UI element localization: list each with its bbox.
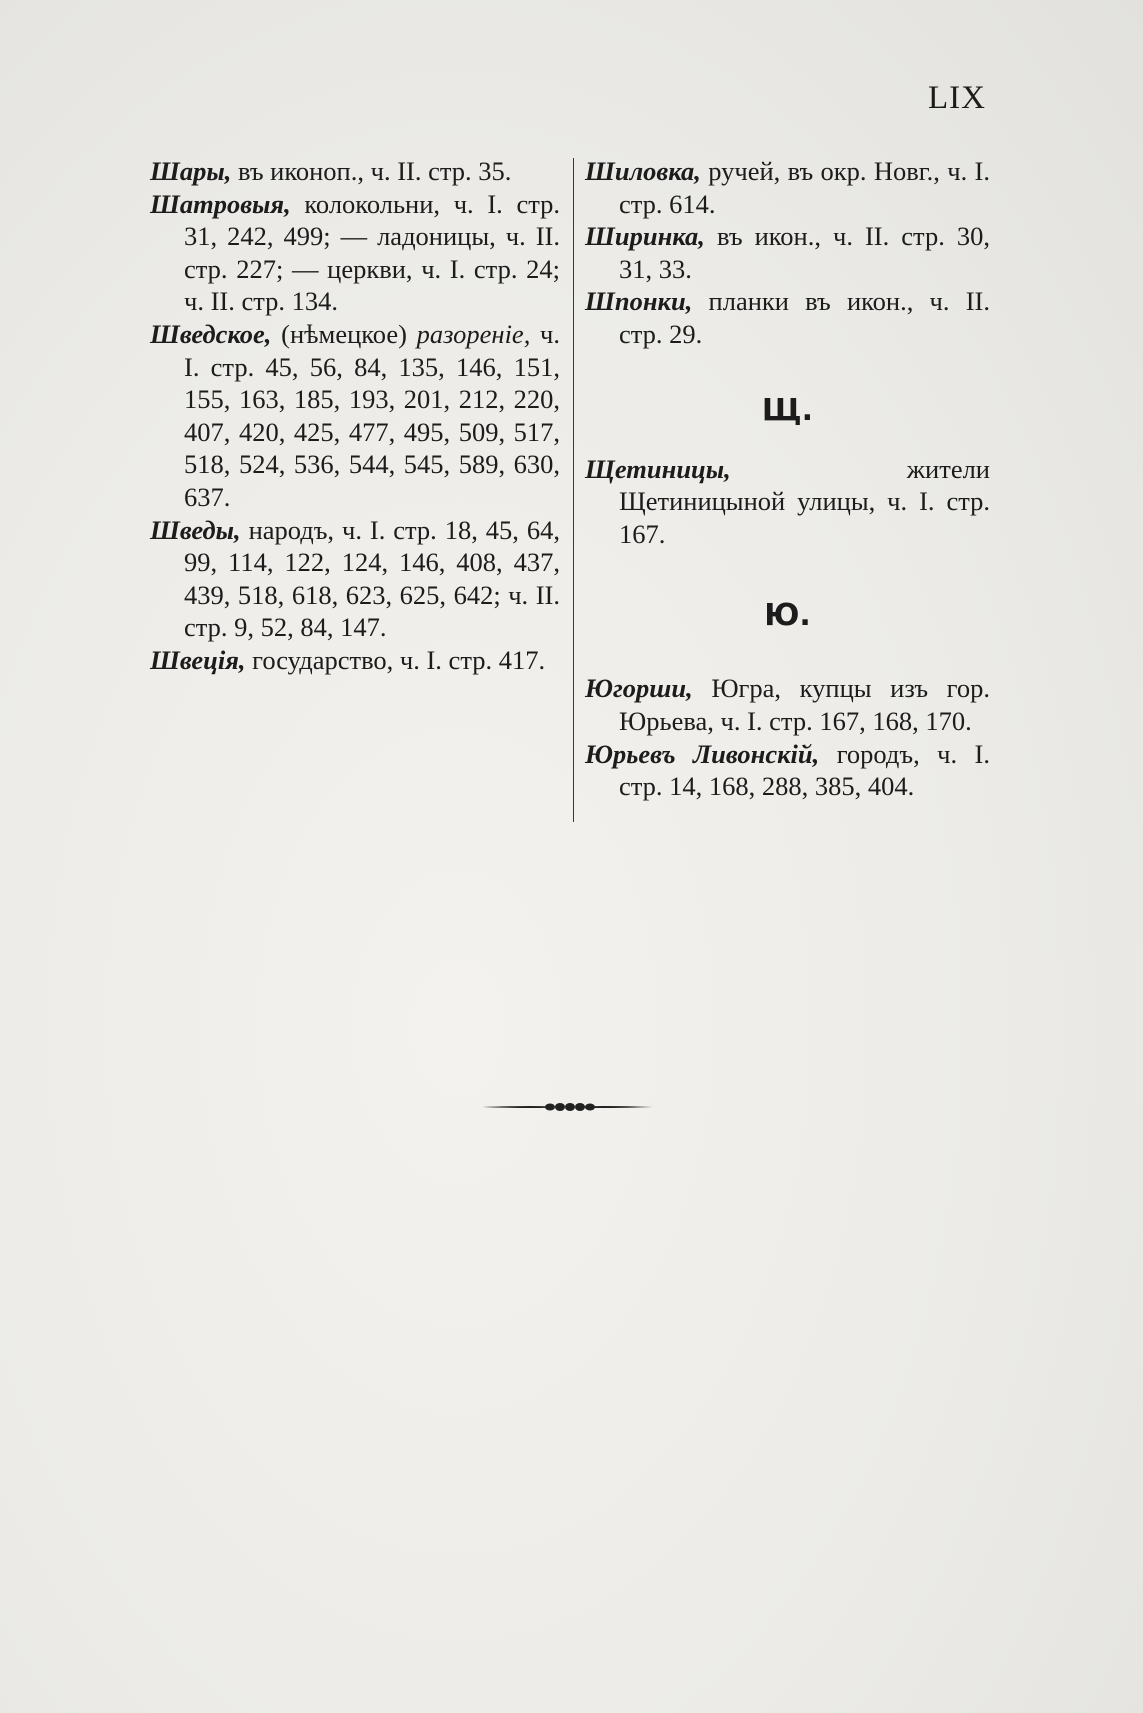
page-number: LIX — [928, 80, 986, 116]
index-term: Шатровыя, — [150, 188, 291, 219]
index-term: разореніе, — [416, 318, 531, 349]
index-entry — [585, 453, 990, 551]
index-refs: колокольни, ч. I. стр. 31, 242, 499; — ладоницы, ч. II. стр. 227; — церкви, ч. I. стр. 24; ч. II. стр. 134. — [184, 188, 560, 317]
index-refs: жители Щетиницыной улицы, ч. I. стр. 167. — [619, 453, 990, 549]
index-entry — [585, 285, 990, 350]
index-refs: Югра, купцы изъ гор. Юрьева, ч. I. стр. 167, 168, 170. — [619, 673, 990, 736]
index-refs: въ иконоп., ч. II. стр. 35. — [231, 156, 512, 186]
index-refs: ч. I. стр. 45, 56, 84, 135, 146, 151, 155, 163, 185, 193, 201, 212, 220, 407, 420, 425, 477, 495, 509, 517, 518, 524, 536, 544, 545, 589, 630, 637. — [184, 318, 560, 512]
index-entry — [150, 644, 560, 677]
index-entry — [585, 155, 990, 220]
section-letter-shch: Щ. — [761, 392, 814, 428]
index-refs: планки въ икон., ч. II. стр. 29. — [619, 286, 990, 349]
index-term: Шведское, — [150, 318, 272, 349]
column-divider — [573, 158, 574, 822]
index-term: Шведы, — [150, 514, 241, 545]
index-refs: въ икон., ч. II. стр. 30, 31, 33. — [619, 221, 990, 284]
index-column-left — [150, 155, 560, 677]
index-term: Швеція, — [150, 644, 246, 675]
index-term: Югорши, — [585, 673, 693, 704]
section-letter-yu: Ю. — [764, 598, 811, 634]
index-entry — [150, 155, 560, 188]
index-refs: государство, ч. I. стр. 417. — [245, 644, 546, 675]
index-entry — [150, 318, 560, 514]
index-column-right — [585, 155, 990, 803]
end-ornament — [480, 1092, 655, 1122]
index-refs: (нѣмецкое) — [271, 318, 417, 349]
index-entry — [585, 220, 990, 285]
index-term: Шпонки, — [585, 286, 693, 317]
index-entry — [585, 672, 990, 737]
index-entry — [150, 514, 560, 644]
index-refs: городъ, ч. I. стр. 14, 168, 288, 385, 404. — [619, 738, 990, 802]
index-refs: народъ, ч. I. стр. 18, 45, 64, 99, 114, 122, 124, 146, 408, 437, 439, 518, 618, 623, 625, 642; ч. II. стр. 9, 52, 84, 147. — [184, 514, 560, 643]
index-refs: ручей, въ окр. Новг., ч. I. стр. 614. — [619, 156, 990, 219]
index-term: Ширинка, — [585, 221, 705, 252]
index-term: Шары, — [150, 156, 232, 186]
index-term: Щетиницы, — [585, 453, 731, 484]
index-entry — [585, 738, 990, 803]
index-term: Юрьевъ Ливонскій, — [585, 738, 820, 769]
index-term: Шиловка, — [585, 156, 701, 186]
index-entry — [150, 188, 560, 318]
